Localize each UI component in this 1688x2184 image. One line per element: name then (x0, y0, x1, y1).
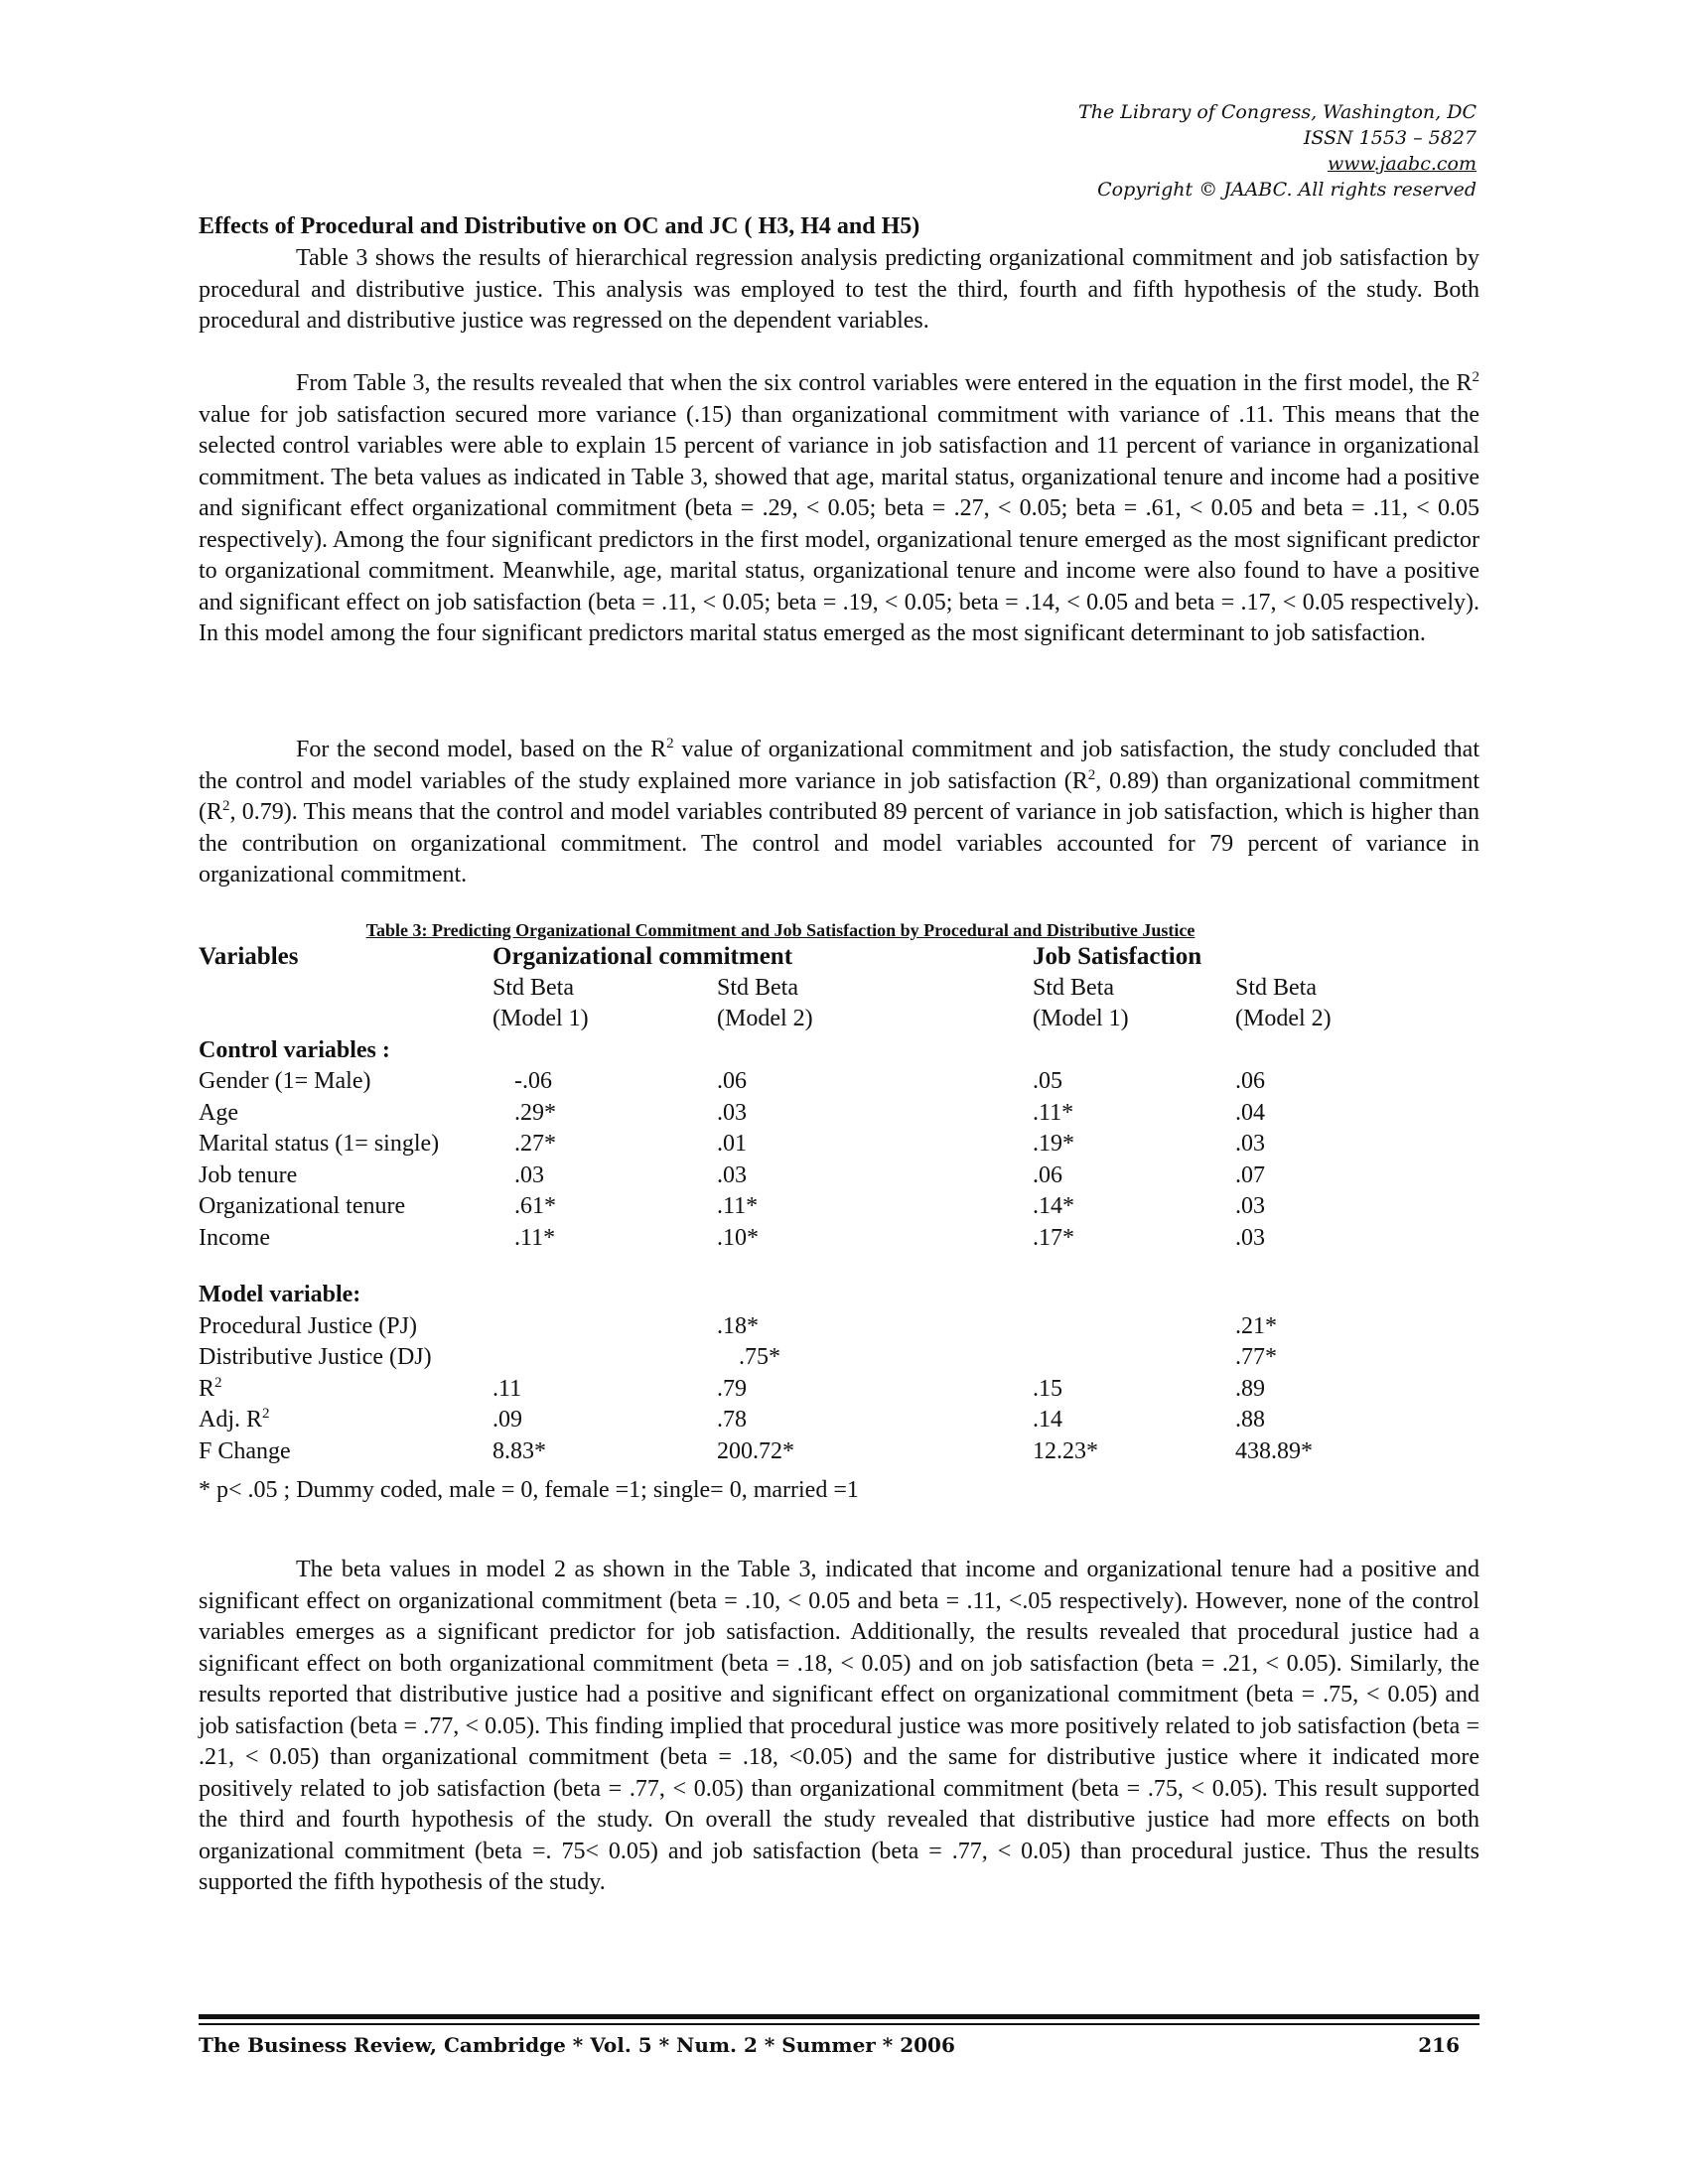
row-label: Job tenure (199, 1161, 298, 1188)
row-label: F Change (199, 1437, 291, 1464)
cell-oc-model2: .18* (717, 1312, 759, 1339)
subheader-model-2: (Model 2) (1235, 1006, 1332, 1031)
cell-oc-model1 (492, 1342, 717, 1374)
page-footer (199, 2031, 1460, 2059)
row-label: Income (199, 1224, 270, 1251)
cell-js-model2: .21* (1235, 1312, 1277, 1339)
table-row (199, 1311, 1434, 1343)
cell-oc-model1: .27* (514, 1131, 556, 1157)
row-label: Marital status (1= single) (199, 1131, 440, 1157)
paragraph-model2-text-d: , 0.79). This means that the control and model variables contributed 89 percent of variance in job satisfaction, which is higher than the contribution on organizational commitment. The control and model variables accounted for 79 percent of variance in organizational commitment. (199, 799, 1479, 887)
cell-js-model2: .03 (1235, 1193, 1265, 1219)
table-row (199, 1342, 1434, 1374)
footer-divider (199, 2023, 1479, 2025)
table-caption: Table 3: Predicting Organizational Commitment and Job Satisfaction by Procedural and Distributive Justice (365, 920, 1196, 940)
table-row (199, 1191, 1434, 1223)
cell-oc-model2: .03 (717, 1099, 747, 1126)
cell-oc-model2: .01 (717, 1131, 747, 1157)
table-subheader-row (199, 973, 1434, 1005)
cell-oc-model1: .11* (514, 1224, 556, 1251)
section-title: Effects of Procedural and Distributive on OC and JC ( H3, H4 and H5) (199, 213, 920, 239)
table-row (199, 1405, 1434, 1436)
paragraph-model1 (199, 368, 1479, 650)
cell-js-model1 (1033, 1311, 1235, 1343)
cell-js-model1: .17* (1033, 1224, 1074, 1251)
model-variable-heading: Model variable: (199, 1282, 361, 1307)
paragraph-model2-text-a: For the second model, based on the R (296, 737, 667, 762)
cell-js-model1: .19* (1033, 1131, 1074, 1157)
table-row (199, 1129, 1434, 1160)
subheader-std-beta: Std Beta (717, 974, 798, 1001)
cell-js-model2: .06 (1235, 1068, 1265, 1094)
subheader-model-1: (Model 1) (1033, 1006, 1129, 1031)
cell-js-model2: .07 (1235, 1161, 1265, 1188)
page-number: 216 (1418, 2033, 1460, 2057)
cell-js-model1: .14* (1033, 1193, 1074, 1219)
cell-oc-model2: .06 (717, 1068, 747, 1094)
header-library: The Library of Congress, Washington, DC (1078, 101, 1477, 123)
paragraph-model1-text-b: value for job satisfaction secured more variance (.15) than organizational commitment with variance of .11. This means that the selected control variables were able to explain 15 percent of variance in job satisfaction and 11 percent of variance in organizational commitment. The beta values as indicated in Table 3, showed that age, marital status, organizational tenure and income had a positive and significant effect organizational commitment (beta = .29, < 0.05; beta = .27, < 0.05; beta = .61, < 0.05 and beta = .11, < 0.05 respectively). Among the four significant predictors in the first model, organizational tenure emerged as the most significant predictor to organizational commitment. Meanwhile, age, marital status, organizational tenure and income were also found to have a positive and significant effect on job satisfaction (beta = .11, < 0.05; beta = .19, < 0.05; beta = .14, < 0.05 and beta = .17, < 0.05 respectively). In this model among the four significant predictors marital status emerged as the most significant determinant to job satisfaction. (199, 401, 1479, 646)
cell-oc-model1: .11 (492, 1375, 522, 1402)
cell-oc-model1: .09 (492, 1407, 522, 1433)
superscript-2: 2 (666, 736, 674, 751)
header-issn: ISSN 1553 – 5827 (1303, 127, 1477, 149)
cell-oc-model1: .29* (514, 1099, 556, 1126)
superscript-2: 2 (214, 1374, 222, 1391)
table-row (199, 1223, 1434, 1255)
footer-divider (199, 2014, 1479, 2019)
row-label: Gender (1= Male) (199, 1068, 371, 1094)
cell-js-model2: .77* (1235, 1344, 1277, 1370)
subheader-model-2: (Model 2) (717, 1006, 813, 1031)
paragraph-intro: Table 3 shows the results of hierarchical regression analysis predicting organizational commitment and job satisfaction by procedural and distributive justice. This analysis was employed to test the third, fourth and fifth hypothesis of the study. Both procedural and distributive justice was regressed on the dependent variables. (199, 245, 1479, 334)
running-header (1078, 99, 1477, 203)
cell-oc-model2: .79 (717, 1375, 747, 1402)
cell-oc-model1: .61* (514, 1193, 556, 1219)
col-variables: Variables (199, 943, 299, 970)
cell-js-model1 (1033, 1342, 1235, 1374)
cell-oc-model1: .03 (514, 1161, 544, 1188)
cell-js-model1: .11* (1033, 1099, 1074, 1126)
cell-oc-model1: 8.83* (492, 1437, 546, 1464)
cell-js-model2: 438.89* (1235, 1437, 1313, 1464)
cell-js-model2: .88 (1235, 1407, 1265, 1433)
table-section-row (199, 1280, 1434, 1311)
header-url-link[interactable]: www.jaabc.com (1327, 153, 1477, 175)
superscript-2: 2 (262, 1406, 270, 1422)
cell-js-model1: .05 (1033, 1068, 1062, 1094)
table-section-row (199, 1035, 1434, 1067)
cell-js-model1: .15 (1033, 1375, 1062, 1402)
row-label: Adj. $R^2$ (199, 1406, 270, 1433)
row-label: Distributive Justice (DJ) (199, 1344, 432, 1370)
col-organizational-commitment: Organizational commitment (492, 943, 793, 970)
cell-oc-model2: .10* (717, 1224, 759, 1251)
row-label: Age (199, 1099, 238, 1126)
row-label: Organizational tenure (199, 1193, 406, 1219)
cell-oc-model1 (492, 1311, 717, 1343)
subheader-std-beta: Std Beta (1235, 974, 1317, 1001)
table-header-row (199, 941, 1434, 973)
cell-js-model1: .14 (1033, 1407, 1062, 1433)
table-row (199, 1374, 1434, 1406)
table-note: * p< .05 ; Dummy coded, male = 0, female =1; single= 0, married =1 (199, 1477, 859, 1503)
paragraph-model2-results: The beta values in model 2 as shown in the Table 3, indicated that income and organizational tenure had a positive and significant effect on organizational commitment (beta = .10, < 0.05 and beta = .11, <.05 respectively). However, none of the control variables emerges as a significant predictor for job satisfaction. Additionally, the results revealed that procedural justice had a significant effect on both organizational commitment (beta = .18, < 0.05) and on job satisfaction (beta = .21, < 0.05). Similarly, the results reported that distributive justice had a positive and significant effect on organizational commitment (beta = .75, < 0.05) and job satisfaction (beta = .77, < 0.05). This finding implied that procedural justice was more positively related to job satisfaction (beta = .21, < 0.05) than organizational commitment (beta = .18, <0.05) and the same for distributive justice where it indicated more positively related to job satisfaction (beta = .77, < 0.05) than organizational commitment (beta = .75, < 0.05). This result supported the third and fourth hypothesis of the study. On overall the study revealed that distributive justice had more effects on both organizational commitment (beta =. 75< 0.05) and job satisfaction (beta = .77, < 0.05) than procedural justice. Thus the results supported the fifth hypothesis of the study. (199, 1557, 1479, 1895)
cell-js-model2: .89 (1235, 1375, 1265, 1402)
cell-oc-model2: .11* (717, 1193, 759, 1219)
cell-js-model2: .03 (1235, 1224, 1265, 1251)
paragraph-model1-text-a: From Table 3, the results revealed that when the six control variables were entered in the equation in the first model, the R (296, 370, 1473, 396)
cell-oc-model2: .78 (717, 1407, 747, 1433)
control-variables-heading: Control variables : (199, 1036, 390, 1063)
table-spacer (199, 1254, 1434, 1280)
cell-js-model2: .03 (1235, 1131, 1265, 1157)
paragraph-model2-text-b: value of organizational commitment and job satisfaction, the study concluded that the control and model variables of the study explained more variance in job satisfaction (R (199, 737, 1480, 794)
col-job-satisfaction: Job Satisfaction (1033, 943, 1202, 970)
paragraph-model2 (199, 735, 1479, 891)
superscript-2: 2 (1472, 369, 1479, 385)
cell-js-model1: 12.23* (1033, 1437, 1098, 1464)
subheader-model-1: (Model 1) (492, 1006, 589, 1031)
subheader-std-beta: Std Beta (492, 974, 574, 1001)
table-row (199, 1160, 1434, 1192)
cell-js-model2: .04 (1235, 1099, 1265, 1126)
cell-oc-model2: .03 (717, 1161, 747, 1188)
row-label: $R^2$ (199, 1374, 222, 1402)
subheader-std-beta: Std Beta (1033, 974, 1114, 1001)
table-subheader-row (199, 1004, 1434, 1035)
cell-oc-model1: -.06 (514, 1068, 552, 1094)
footer-journal: The Business Review, Cambridge * Vol. 5 * Num. 2 * Summer * 2006 (199, 2033, 955, 2057)
cell-js-model1: .06 (1033, 1161, 1062, 1188)
cell-oc-model2: 200.72* (717, 1437, 794, 1464)
table-row (199, 1436, 1434, 1468)
results-table (199, 941, 1434, 1467)
paragraph-model2-text-c: , 0.89) than organizational commitment (R (199, 767, 1479, 825)
table-row (199, 1066, 1434, 1098)
superscript-2: 2 (222, 798, 230, 814)
cell-oc-model2: .75* (739, 1344, 780, 1370)
superscript-2: 2 (1087, 766, 1096, 783)
header-copyright: Copyright © JAABC. All rights reserved (1097, 179, 1477, 201)
table-row (199, 1098, 1434, 1130)
row-label: Procedural Justice (PJ) (199, 1312, 417, 1339)
